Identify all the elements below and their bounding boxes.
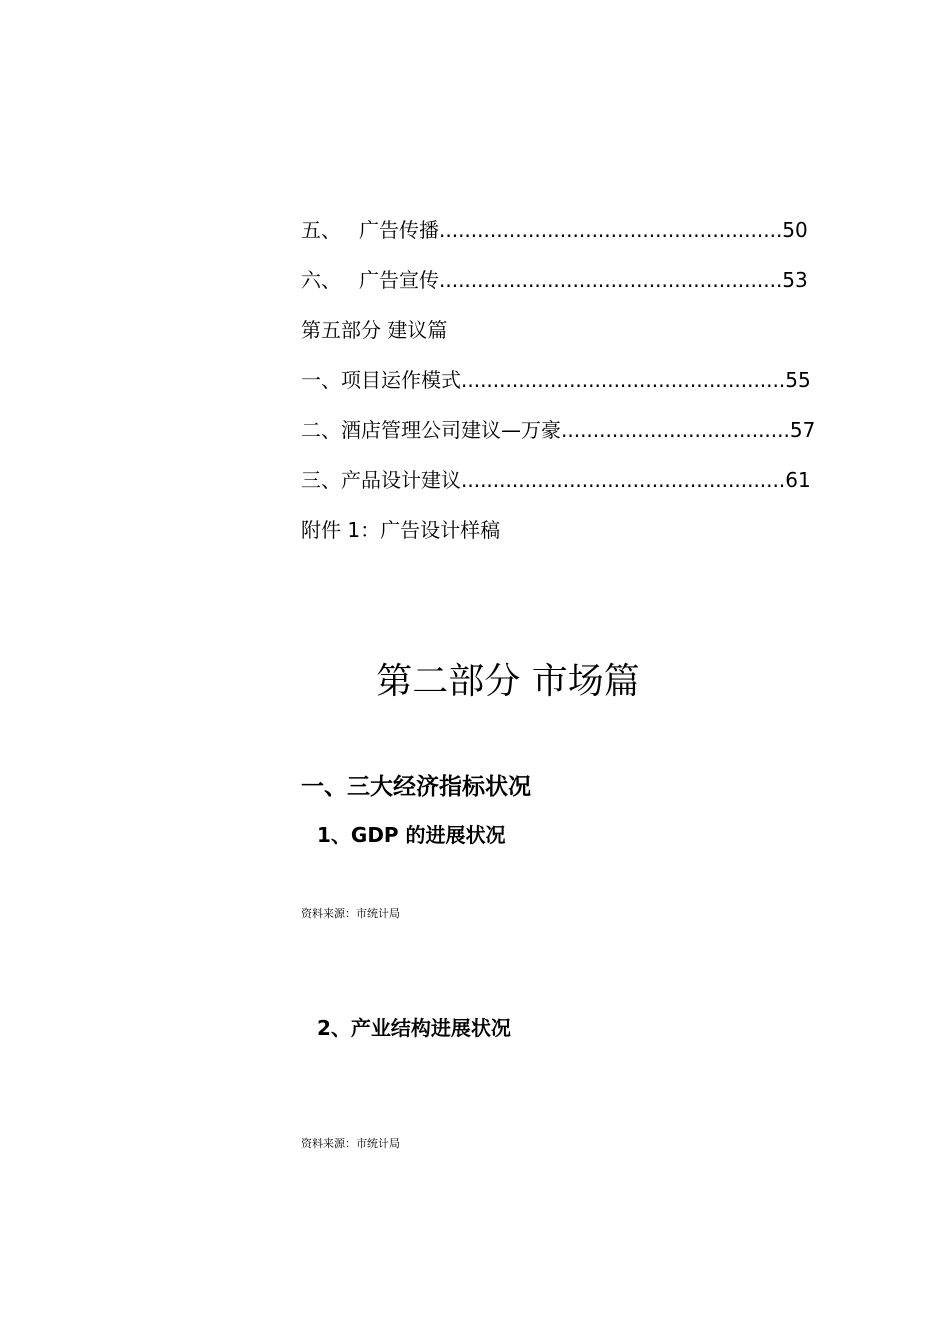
source-note: 资料来源：市统计局 (301, 1137, 400, 1150)
section-heading: 一、三大经济指标状况 (301, 774, 531, 800)
toc-item: 三、产品设计建议...................................................61 (301, 468, 811, 492)
subsection-heading-industry: 2、产业结构进展状况 (317, 1016, 511, 1040)
toc-item: 二、酒店管理公司建议—万豪....................................57 (301, 418, 816, 442)
part-title: 第二部分 市场篇 (376, 661, 640, 702)
toc-part-heading: 第五部分 建议篇 (301, 318, 448, 342)
toc-item-label: 广告传播......................................................50 (359, 218, 808, 242)
toc-item-number: 六、 (301, 268, 341, 292)
toc-item-number: 五、 (301, 218, 341, 242)
subsection-heading-gdp: 1、GDP 的进展状况 (317, 823, 506, 847)
toc-item (301, 217, 808, 243)
source-note: 资料来源：市统计局 (301, 907, 400, 920)
toc-appendix: 附件 1：广告设计样稿 (301, 518, 501, 542)
toc-item-label: 广告宣传......................................................53 (359, 268, 808, 292)
toc-item (301, 267, 808, 293)
toc-item: 一、项目运作模式...................................................55 (301, 368, 811, 392)
